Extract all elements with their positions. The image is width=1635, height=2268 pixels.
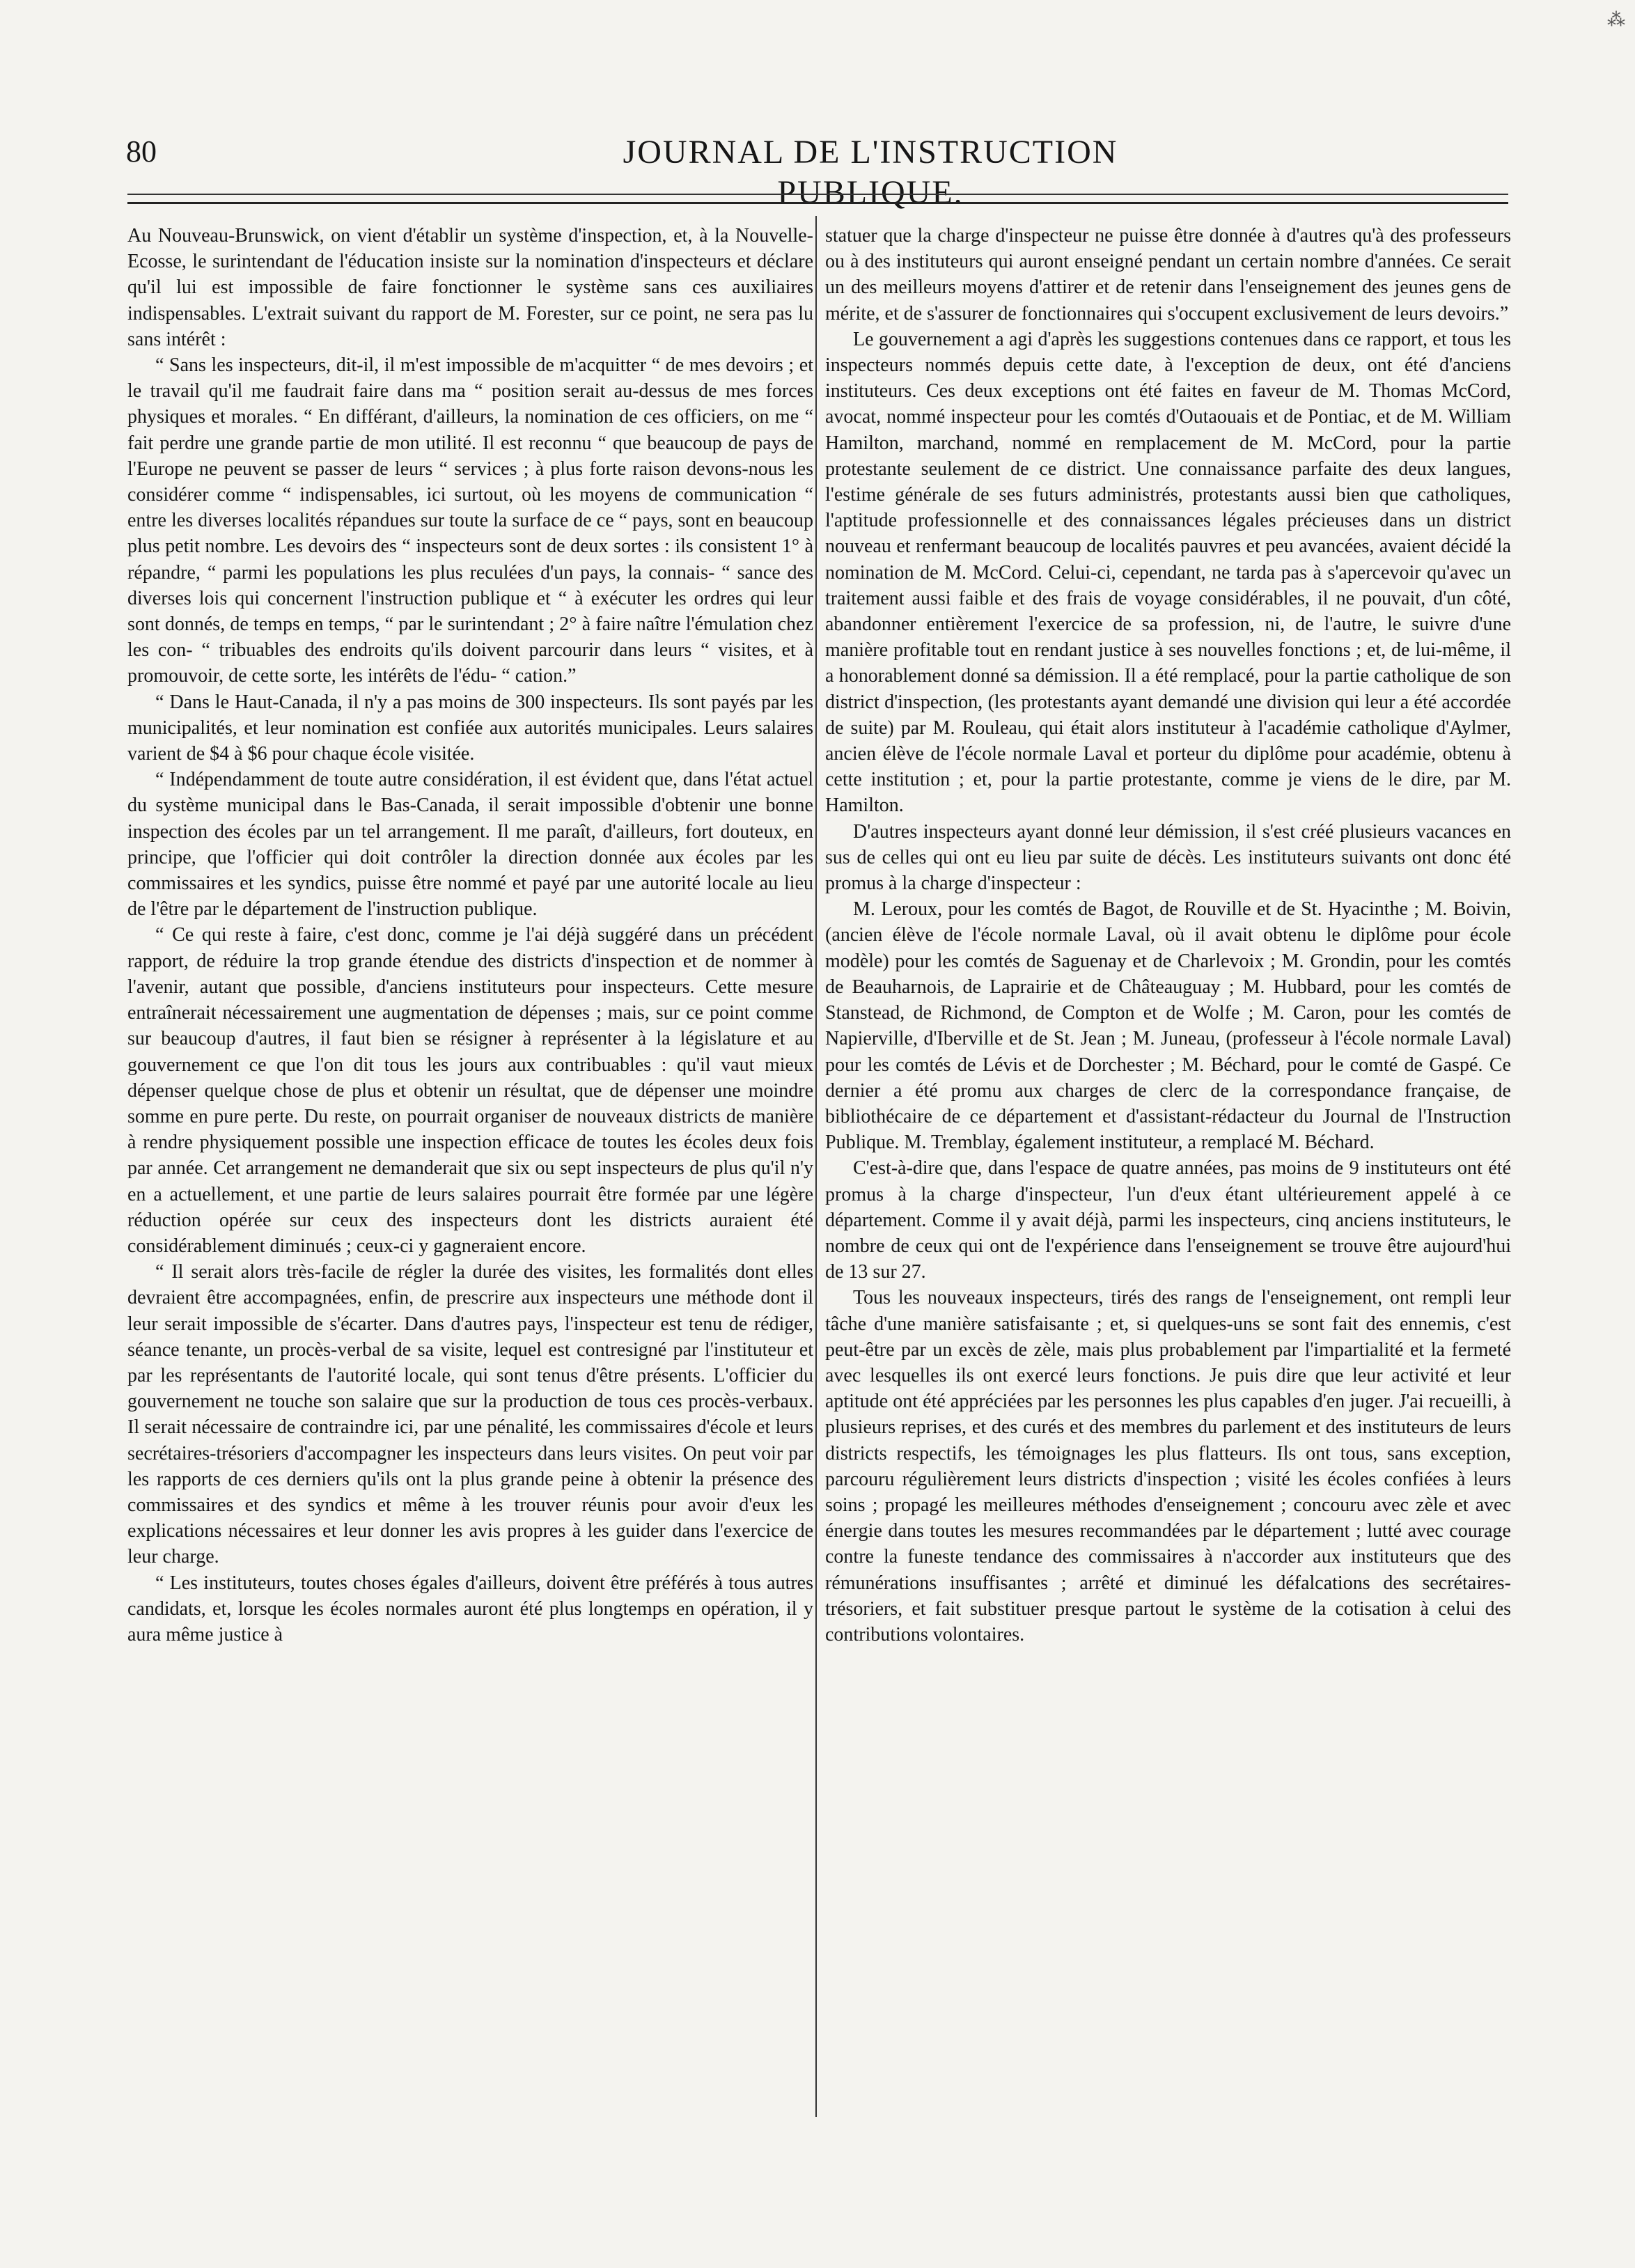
paragraph: statuer que la charge d'inspecteur ne puisse être donnée à d'autres qu'à des professeurs ou à des instituteurs qui auront enseigné pendant un certain nombre d'années. Ce serait un des meilleurs moyens d'attirer et de retenir dans l'enseignement des jeunes gens de mérite, et de s'assurer de fonctionnaires qui s'occupent exclusivement de leurs devoirs.” [825,225,1511,324]
header-rule-thin [127,194,1508,195]
paragraph: “ Ce qui reste à faire, c'est donc, comme je l'ai déjà suggéré dans un précédent rapport, de réduire la trop grande étendue des districts d'inspection et de nommer à l'avenir, autant que possible, d'anciens instituteurs pour inspecteurs. Cette mesure entraînerait nécessairement une augmentation de dépenses ; mais, sur ce point comme sur beaucoup d'autres, il faut bien se résigner à représenter à la législature et au gouvernement ce que l'on dit tous les jours aux contribuables : qu'il vaut mieux dépenser quelque chose de plus et obtenir un résultat, que de dépenser une moindre somme en pure perte. Du reste, on pourrait organiser de nouveaux districts de manière à rendre physiquement possible une inspection efficace de toutes les écoles deux fois par année. Cet arrangement ne demanderait que six ou sept inspecteurs de plus qu'il n'y en a actuellement, et une partie de leurs salaires pourrait être formée par une légère réduction opérée sur ceux des inspecteurs dont les districts auraient été considérablement diminués ; ceux-ci y gagneraient encore. [127,924,813,1257]
paragraph: M. Leroux, pour les comtés de Bagot, de Rouville et de St. Hyacinthe ; M. Boivin, (ancien élève de l'école normale Laval, où il avait obtenu le diplôme pour école modèle) pour les comtés de Saguenay et de Charlevoix ; M. Grondin, pour les comtés de Beauharnois, de Laprairie et de Châteauguay ; M. Hubbard, pour les comtés de Stanstead, de Richmond, de Compton et de Wolfe ; M. Caron, pour les comtés de Napierville, d'Iberville et de St. Jean ; M. Juneau, (professeur à l'école normale Laval) pour les comtés de Lévis et de Dorchester ; M. Béchard, pour le comté de Gaspé. Ce dernier a été promu aux charges de clerc de la correspondance française, de bibliothécaire de ce département et d'assistant-rédacteur du Journal de l'Instruction Publique. M. Tremblay, également instituteur, a remplacé M. Béchard. [825,898,1511,1154]
running-title: JOURNAL DE L'INSTRUCTION PUBLIQUE. [623,134,1118,211]
paragraph: “ Il serait alors très-facile de régler la durée des visites, les formalités dont elles devraient être accompagnées, enfin, de prescrire aux inspecteurs une méthode dont il leur serait impossible de s'écarter. Dans d'autres pays, l'inspecteur est tenu de rédiger, séance tenante, un procès-verbal de sa visite, lequel est contresigné par l'instituteur et par les représentants de l'autorité locale, qui sont tenus d'être présents. L'officier du gouvernement ne touche son salaire que sur la production de tous ces procès-verbaux. Il serait nécessaire de contraindre ici, par une pénalité, les commissaires d'école et leurs secrétaires-trésoriers d'accompagner les inspecteurs dans leurs visites. On peut voir par les rapports de ces derniers qu'ils ont la plus grande peine à obtenir la présence des commissaires et des syndics et même à les trouver réunis pour avoir d'eux les explications nécessaires et leur donner les avis propres à les guider dans l'exercice de leur charge. [127,1261,813,1568]
left-column [127,223,813,1648]
page-number: 80 [126,134,157,169]
corner-mark: ⁂ [1607,10,1625,30]
paragraph: “ Dans le Haut-Canada, il n'y a pas moins de 300 inspecteurs. Ils sont payés par les municipalités, et leur nomination est confiée aux autorités municipales. Leurs salaires varient de $4 à $6 pour chaque école visitée. [127,691,813,765]
paragraph: Au Nouveau-Brunswick, on vient d'établir un système d'inspection, et, à la Nouvelle-Ecosse, le surintendant de l'éducation insiste sur la nomination d'inspecteurs et déclare qu'il lui est impossible de faire fonctionner le système sans ces auxiliaires indispensables. L'extrait suivant du rapport de M. Forester, sur ce point, ne sera pas lu sans intérêt : [127,225,813,350]
column-divider [815,216,817,2117]
paragraph: Le gouvernement a agi d'après les suggestions contenues dans ce rapport, et tous les inspecteurs nommés depuis cette date, à l'exception de deux, ont été d'anciens instituteurs. Ces deux exceptions ont été faites en faveur de M. Thomas McCord, avocat, nommé inspecteur pour les comtés d'Outaouais et de Pontiac, et de M. William Hamilton, marchand, nommé en remplacement de M. McCord, pour la partie protestante seulement de ce district. Une connaissance parfaite des deux langues, l'estime générale de ses futurs administrés, protestants aussi bien que catholiques, l'aptitude professionnelle et des connaissances légales précieuses dans un district nouveau et renfermant beaucoup de localités pauvres et peu avancées, avaient décidé la nomination de M. McCord. Celui-ci, cependant, ne tarda pas à s'apercevoir qu'avec un traitement aussi faible et des frais de voyage considérables, il ne pouvait, d'un côté, abandonner entièrement l'exercice de sa profession, ni, de l'autre, le suivre d'une manière profitable tout en rendant justice à ses nouvelles fonctions ; et, de lui-même, il a honorablement donné sa démission. Il a été remplacé, pour la partie catholique de son district d'inspection, (les protestants ayant demandé une division qui leur a été accordée de suite) par M. Rouleau, qui était alors instituteur à l'académie catholique d'Aylmer, ancien élève de l'école normale Laval et porteur du diplôme pour académie, obtenu à cette institution ; et, pour la partie protestante, comme je viens de le dire, par M. Hamilton. [825,328,1511,817]
paragraph: D'autres inspecteurs ayant donné leur démission, il s'est créé plusieurs vacances en sus de celles qui ont eu lieu par suite de décès. Les instituteurs suivants ont donc été promus à la charge d'inspecteur : [825,820,1511,895]
paragraph: C'est-à-dire que, dans l'espace de quatre années, pas moins de 9 instituteurs ont été promus à la charge d'inspecteur, l'un d'eux étant ultérieurement appelé à ce département. Comme il y avait déjà, parmi les inspecteurs, cinq anciens instituteurs, le nombre de ceux qui ont de l'expérience dans l'enseignement se trouve être aujourd'hui de 13 sur 27. [825,1157,1511,1283]
paragraph: “ Indépendamment de toute autre considération, il est évident que, dans l'état actuel du système municipal dans le Bas-Canada, il serait impossible d'obtenir une bonne inspection des écoles par un tel arrangement. Il me paraît, d'ailleurs, fort douteux, en principe, que l'officier qui doit contrôler la direction donnée aux écoles par les commissaires et les syndics, puisse être nommé et payé par une autorité locale au lieu de l'être par le département de l'instruction publique. [127,769,813,921]
paragraph: “ Sans les inspecteurs, dit-il, il m'est impossible de m'acquitter “ de mes devoirs ; et le travail qu'il me faudrait faire dans ma “ position serait au-dessus de mes forces physiques et morales. “ En différant, d'ailleurs, la nomination de ces officiers, on me “ fait perdre une grande partie de mon utilité. Il est reconnu “ que beaucoup de pays de l'Europe ne peuvent se passer de leurs “ services ; à plus forte raison devons-nous les considérer comme “ indispensables, ici surtout, où les moyens de communication “ entre les diverses localités répandues sur toute la surface de ce “ pays, sont en beaucoup plus petit nombre. Les devoirs des “ inspecteurs sont de deux sortes : ils consistent 1° à répandre, “ parmi les populations les plus reculées d'un pays, la connais- “ sance des diverses lois qui concernent l'instruction publique et “ à exécuter les ordres qui leur sont donnés, de temps en temps, “ par le surintendant ; 2° à faire naître l'émulation chez les con- “ tribuables des endroits qu'ils doivent parcourir dans leurs “ visites, et à promouvoir, de cette sorte, les intérêts de l'édu- “ cation.” [127,354,813,687]
right-column [825,223,1511,1648]
paragraph: “ Les instituteurs, toutes choses égales d'ailleurs, doivent être préférés à tous autres candidats, et, lorsque les écoles normales auront été plus longtemps en opération, il y aura même justice à [127,1572,813,1645]
header-rule-thick [127,202,1508,204]
paragraph: Tous les nouveaux inspecteurs, tirés des rangs de l'enseignement, ont rempli leur tâche d'une manière satisfaisante ; et, si quelques-uns se sont fait des ennemis, c'est peut-être par un excès de zèle, mais plus probablement par l'impartialité et la fermeté avec lesquelles ils ont exercé leurs fonctions. Je puis dire que leur activité et leur aptitude ont été appréciées par les personnes les plus capables d'en juger. J'ai recueilli, à plusieurs reprises, et des curés et des membres du parlement et des instituteurs de leurs districts respectifs, les témoignages les plus flatteurs. Ils ont tous, sans exception, parcouru régulièrement leurs districts d'inspection ; visité les écoles confiées à leurs soins ; propagé les meilleures méthodes d'enseignement ; concouru avec zèle et avec énergie dans toutes les mesures recommandées par le département ; lutté avec courage contre la funeste tendance des commissaires à n'accorder aux instituteurs que des rémunérations insuffisantes ; arrêté et diminué les défalcations des secrétaires-trésoriers, et fait substituer presque partout le système de la cotisation à celui des contributions volontaires. [825,1287,1511,1645]
